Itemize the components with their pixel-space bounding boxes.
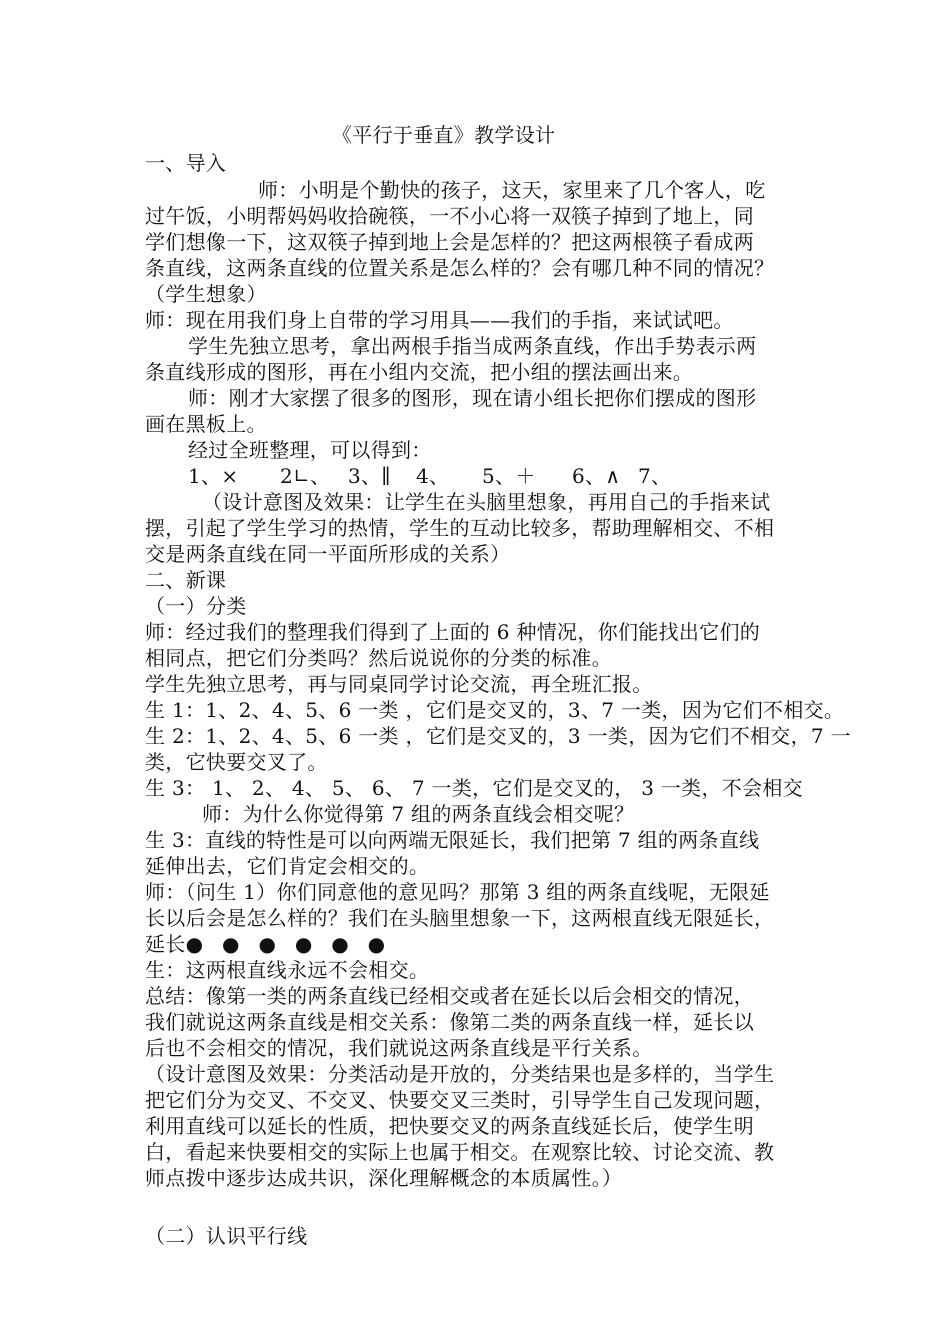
paragraph-line: 过午饭，小明帮妈妈收拾碗筷，一不小心将一双筷子掉到了地上，同 — [145, 204, 754, 228]
paragraph-line: 经过全班整理，可以得到： — [188, 438, 432, 462]
paragraph-line: （设计意图及效果：让学生在头脑里想象，再用自己的手指来试 — [202, 490, 771, 514]
paragraph-line: 生 1：1、2、4、5、6 一类 ，它们是交叉的，3、7 一类，因为它们不相交。 — [145, 698, 845, 722]
paragraph-line: 我们就说这两条直线是相交关系：像第二类的两条直线一样，延长以 — [145, 1010, 754, 1034]
paragraph-line: 利用直线可以延长的性质，把快要交叉的两条直线延长后，使学生明 — [145, 1114, 754, 1138]
paragraph-line: 师：刚才大家摆了很多的图形，现在请小组长把你们摆成的图形 — [188, 386, 757, 410]
paragraph-line: 师：经过我们的整理我们得到了上面的 6 种情况，你们能找出它们的 — [145, 620, 761, 644]
paragraph-line: 画在黑板上。 — [145, 412, 267, 436]
paragraph-line: 学生先独立思考，拿出两根手指当成两条直线，作出手势表示两 — [188, 334, 757, 358]
paragraph-line: 把它们分为交叉、不交叉、快要交叉三类时，引导学生自己发现问题， — [145, 1088, 775, 1112]
paragraph-line: 相同点，把它们分类吗？然后说说你的分类的标准。 — [145, 646, 612, 670]
section-heading: 一、导入 — [145, 151, 227, 175]
symbol-item: 2∟、 — [280, 464, 331, 488]
paragraph-line: 总结：像第一类的两条直线已经相交或者在延长以后会相交的情况， — [145, 984, 754, 1008]
section-heading: 二、新课 — [145, 568, 227, 592]
symbol-item: 5、＋ — [482, 464, 536, 488]
paragraph-line: 摆，引起了学生学习的热情，学生的互动比较多，帮助理解相交、不相 — [145, 516, 775, 540]
paragraph-line: 延伸出去，它们肯定会相交的。 — [145, 854, 430, 878]
paragraph-line: 师：为什么你觉得第 7 组的两条直线会相交呢？ — [202, 802, 635, 826]
paragraph-line: 生 3： 1、 2、 4、 5、 6、 7 一类，它们是交叉的， 3 一类，不会相交 — [145, 776, 803, 800]
paragraph-line: 师：（问生 1）你们同意他的意见吗？那第 3 组的两条直线呢，无限延 — [145, 880, 770, 904]
ellipsis-dots: ● ● ● ● ● ● — [185, 932, 392, 956]
paragraph-line: （设计意图及效果：分类活动是开放的，分类结果也是多样的，当学生 — [145, 1062, 775, 1086]
symbol-item: 4、 — [416, 464, 450, 488]
subsection-heading: （一）分类 — [145, 594, 247, 618]
paragraph-line: 生 3：直线的特性是可以向两端无限延长，我们把第 7 组的两条直线 — [145, 828, 760, 852]
paragraph-line: 生 2：1、2、4、5、6 一类 ，它们是交叉的，3 一类，因为它们不相交，7 一 — [145, 724, 851, 748]
paragraph-line: 学们想像一下，这双筷子掉到地上会是怎样的？把这两根筷子看成两 — [145, 230, 754, 254]
paragraph-line: 师点拨中逐步达成共识，深化理解概念的本质属性。） — [145, 1166, 623, 1190]
paragraph-line: 白，看起来快要相交的实际上也属于相交。在观察比较、讨论交流、教 — [145, 1140, 775, 1164]
paragraph-line: 生：这两根直线永远不会相交。 — [145, 958, 430, 982]
symbol-item: 3、∥ — [348, 464, 391, 488]
line-symbol-list — [188, 463, 671, 489]
paragraph-line: 长以后会是怎么样的？我们在头脑里想象一下，这两根直线无限延长， — [145, 906, 775, 930]
paragraph-line: 后也不会相交的情况，我们就说这两条直线是平行关系。 — [145, 1036, 653, 1060]
paragraph-line: 师：现在用我们身上自带的学习用具——我们的手指，来试试吧。 — [145, 308, 734, 332]
paragraph-line: 条直线，这两条直线的位置关系是怎么样的？会有哪几种不同的情况？ — [145, 256, 775, 280]
symbol-item: 7、 — [638, 464, 672, 488]
paragraph-line: （学生想象） — [145, 282, 267, 306]
paragraph-line: 学生先独立思考，再与同桌同学讨论交流，再全班汇报。 — [145, 672, 653, 696]
paragraph-line — [145, 931, 391, 957]
document-title: 《平行于垂直》教学设计 — [332, 123, 556, 147]
paragraph-line: 条直线形成的图形，再在小组内交流，把小组的摆法画出来。 — [145, 360, 694, 384]
paragraph-line: 师：小明是个勤快的孩子，这天，家里来了几个客人，吃 — [258, 178, 766, 202]
paragraph-line: 交是两条直线在同一平面所形成的关系） — [145, 542, 511, 566]
paragraph-text: 延长 — [145, 932, 186, 956]
symbol-item: 1、× — [188, 464, 239, 488]
paragraph-line: 类，它快要交叉了。 — [145, 750, 328, 774]
symbol-item: 6、∧ — [572, 464, 621, 488]
subsection-heading: （二）认识平行线 — [145, 1224, 308, 1248]
